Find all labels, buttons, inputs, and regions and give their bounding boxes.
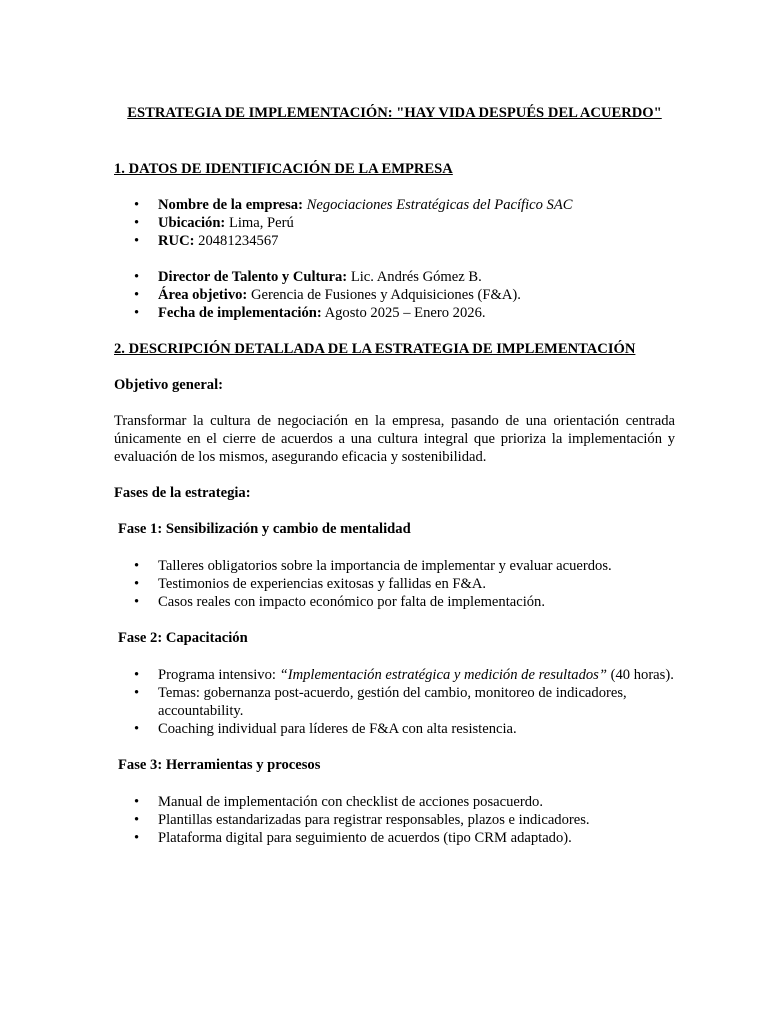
list-item <box>158 666 675 684</box>
fase2-title: Fase 2: Capacitación <box>118 630 248 646</box>
list-item: • Casos reales con impacto económico por falta de implementación. <box>158 593 675 611</box>
fase3-title: Fase 3: Herramientas y procesos <box>118 757 321 773</box>
list-item <box>158 268 675 286</box>
list-item <box>158 304 675 322</box>
item-value: Negociaciones Estratégicas del Pacífico SAC <box>306 197 573 213</box>
item-value: Lic. Andrés Gómez B. <box>350 269 482 285</box>
item-label: RUC: <box>158 233 195 249</box>
list-item: • Testimonios de experiencias exitosas y fallidas en F&A. <box>158 575 675 593</box>
objetivo-label: Objetivo general: <box>114 377 224 393</box>
list-item <box>158 286 675 304</box>
fase3-list <box>114 793 675 847</box>
fase2-title-row <box>114 629 675 648</box>
item-label: Ubicación: <box>158 215 226 231</box>
item-value: 20481234567 <box>198 233 279 249</box>
item-suffix: (40 horas). <box>606 667 674 683</box>
list-item: • Coaching individual para líderes de F&A con alta resistencia. <box>158 720 675 738</box>
item-label: Fecha de implementación: <box>158 305 322 321</box>
fase3-title-row <box>114 756 675 775</box>
company-info-list-1 <box>114 196 675 250</box>
fase1-title: Fase 1: Sensibilización y cambio de mentalidad <box>118 521 411 537</box>
section2-heading: 2. DESCRIPCIÓN DETALLADA DE LA ESTRATEGIA DE IMPLEMENTACIÓN <box>114 341 636 357</box>
item-value: Gerencia de Fusiones y Adquisiciones (F&A). <box>250 287 521 303</box>
item-prefix: Programa intensivo: <box>158 667 280 683</box>
fase2-list <box>114 666 675 738</box>
list-item: • Manual de implementación con checklist de acciones posacuerdo. <box>158 793 675 811</box>
item-label: Área objetivo: <box>158 287 248 303</box>
document-title: ESTRATEGIA DE IMPLEMENTACIÓN: "HAY VIDA DESPUÉS DEL ACUERDO" <box>127 105 662 121</box>
company-info-list-2 <box>114 268 675 322</box>
objetivo-text: Transformar la cultura de negociación en la empresa, pasando de una orientación centrada únicamente en el cierre de acuerdos a una cultura integral que prioriza la implementación y evaluación de los mismos, asegurando eficacia y sostenibilidad. <box>114 413 675 465</box>
list-item: • Plataforma digital para seguimiento de acuerdos (tipo CRM adaptado). <box>158 829 675 847</box>
list-item <box>158 214 675 232</box>
list-item: • Talleres obligatorios sobre la importancia de implementar y evaluar acuerdos. <box>158 557 675 575</box>
item-value: Agosto 2025 – Enero 2026. <box>324 305 486 321</box>
section1-heading: 1. DATOS DE IDENTIFICACIÓN DE LA EMPRESA <box>114 161 453 177</box>
fases-label: Fases de la estrategia: <box>114 485 251 501</box>
list-item: • Plantillas estandarizadas para registrar responsables, plazos e indicadores. <box>158 811 675 829</box>
list-item: • Temas: gobernanza post-acuerdo, gestión del cambio, monitoreo de indicadores, accountability. <box>158 684 675 720</box>
list-item <box>158 232 675 250</box>
item-label: Nombre de la empresa: <box>158 197 303 213</box>
list-item <box>158 196 675 214</box>
fase1-title-row <box>114 520 675 539</box>
fase1-list <box>114 557 675 611</box>
program-name: “Implementación estratégica y medición de resultados” <box>279 667 607 683</box>
item-label: Director de Talento y Cultura: <box>158 269 348 285</box>
item-value: Lima, Perú <box>228 215 294 231</box>
